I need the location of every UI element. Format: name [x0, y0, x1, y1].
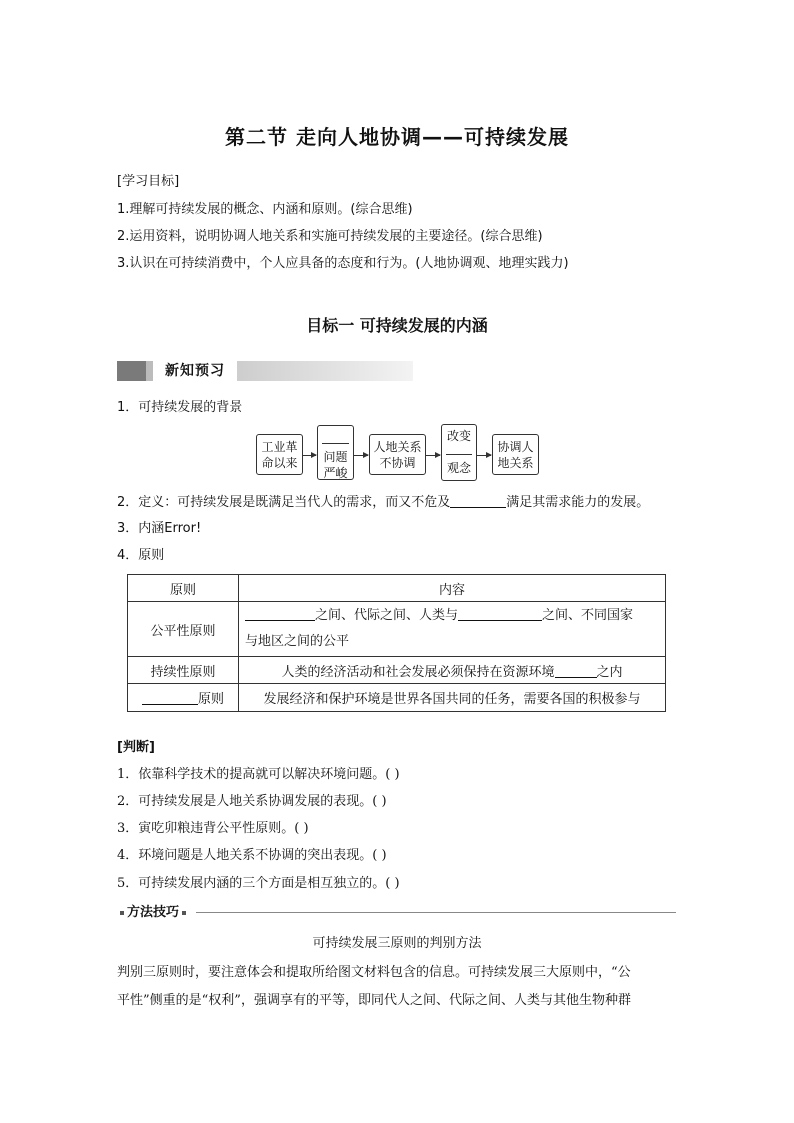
judge-item: 4．环境问题是人地关系不协调的突出表现。( ): [117, 848, 387, 863]
table-row: [128, 684, 666, 712]
cell-text: 原则: [197, 692, 224, 707]
answer-blank: [555, 664, 597, 678]
flow-text: 地关系: [497, 456, 534, 470]
item-definition: [117, 494, 649, 511]
table-header: 原则: [128, 575, 239, 602]
item-background: 1．可持续发展的背景: [117, 400, 243, 415]
flow-text: 观念: [446, 461, 471, 475]
square-bullet-icon: [120, 911, 124, 915]
flow-arrow: [354, 455, 368, 456]
judge-item: 2．可持续发展是人地关系协调发展的表现。( ): [117, 794, 387, 809]
objective-item: 3.认识在可持续消费中，个人应具备的态度和行为。(人地协调观、地理实践力): [117, 256, 569, 271]
flow-blank: [322, 429, 349, 444]
flow-text: 改变: [446, 429, 471, 443]
definition-text: 2．定义：可持续发展是既满足当代人的需求，而又不危及: [117, 495, 451, 510]
flow-text: 严峻: [323, 466, 348, 480]
principle-label: [128, 684, 239, 712]
flow-text: 命以来: [261, 456, 298, 470]
principle-content: [239, 602, 666, 657]
answer-blank: [142, 691, 198, 705]
flow-text: 不协调: [379, 456, 416, 470]
principles-table: [127, 574, 666, 712]
flow-text: 问题: [323, 450, 348, 464]
section-title: 目标一 可持续发展的内涵: [306, 316, 488, 335]
section-banner: [117, 361, 413, 381]
method-label: 方法技巧: [127, 905, 180, 920]
flow-box-industrial: [256, 434, 303, 475]
cell-text: 之内: [596, 664, 623, 680]
banner-marker: [117, 361, 146, 381]
flow-arrow: [426, 455, 440, 456]
judge-item: 1．依靠科学技术的提高就可以解决环境问题。( ): [117, 767, 400, 782]
item-connotation: 3．内涵Error!: [117, 521, 202, 536]
answer-blank: [245, 607, 315, 621]
flow-text: 人地关系: [373, 440, 422, 454]
method-paragraph-line: 判别三原则时，要注意体会和提取所给图文材料包含的信息。可持续发展三大原则中，“公: [117, 965, 631, 980]
objectives-heading: [学习目标]: [117, 174, 180, 189]
table-row: [128, 657, 666, 684]
flow-arrow: [477, 455, 491, 456]
flow-arrow: [303, 455, 316, 456]
principle-label: 持续性原则: [128, 657, 239, 684]
flow-box-harmony: [492, 434, 539, 475]
flow-blank: [446, 444, 472, 455]
objective-item: 1.理解可持续发展的概念、内涵和原则。(综合思维): [117, 202, 413, 217]
flow-box-imbalance: [369, 434, 426, 475]
table-row: [128, 602, 666, 657]
principle-content: [239, 657, 666, 684]
table-header: 内容: [239, 575, 666, 602]
page-title: 第二节 走向人地协调——可持续发展: [225, 125, 569, 149]
banner-label: 新知预习: [153, 361, 237, 381]
table-header-row: [128, 575, 666, 602]
flow-text: 协调人: [497, 440, 534, 454]
flow-box-change: [441, 424, 477, 481]
method-header: [117, 905, 189, 921]
answer-blank: [450, 494, 506, 508]
flow-box-problem: [317, 425, 354, 480]
square-bullet-icon: [182, 911, 186, 915]
judge-heading: [判断]: [117, 740, 155, 755]
cell-text: 人类的经济活动和社会发展必须保持在资源环境: [281, 664, 555, 680]
divider: [196, 912, 676, 913]
judge-item: 3．寅吃卯粮违背公平性原则。( ): [117, 821, 309, 836]
principle-content: 发展经济和保护环境是世界各国共同的任务，需要各国的积极参与: [239, 684, 666, 712]
method-paragraph-line: 平性”侧重的是“权利”，强调享有的平等，即同代人之间、代际之间、人类与其他生物种群: [117, 993, 631, 1008]
method-subtitle: 可持续发展三原则的判别方法: [312, 936, 482, 951]
principle-label: 公平性原则: [128, 602, 239, 657]
answer-blank: [458, 607, 542, 621]
cell-text: 之间、不同国家: [542, 608, 634, 623]
cell-text: 与地区之间的公平: [245, 634, 350, 649]
definition-text: 满足其需求能力的发展。: [506, 495, 650, 510]
objective-item: 2.运用资料，说明协调人地关系和实施可持续发展的主要途径。(综合思维): [117, 229, 543, 244]
cell-text: 之间、代际之间、人类与: [315, 608, 459, 623]
item-principles: 4．原则: [117, 548, 165, 563]
judge-item: 5．可持续发展内涵的三个方面是相互独立的。( ): [117, 876, 400, 891]
flow-text: 工业革: [261, 440, 298, 454]
